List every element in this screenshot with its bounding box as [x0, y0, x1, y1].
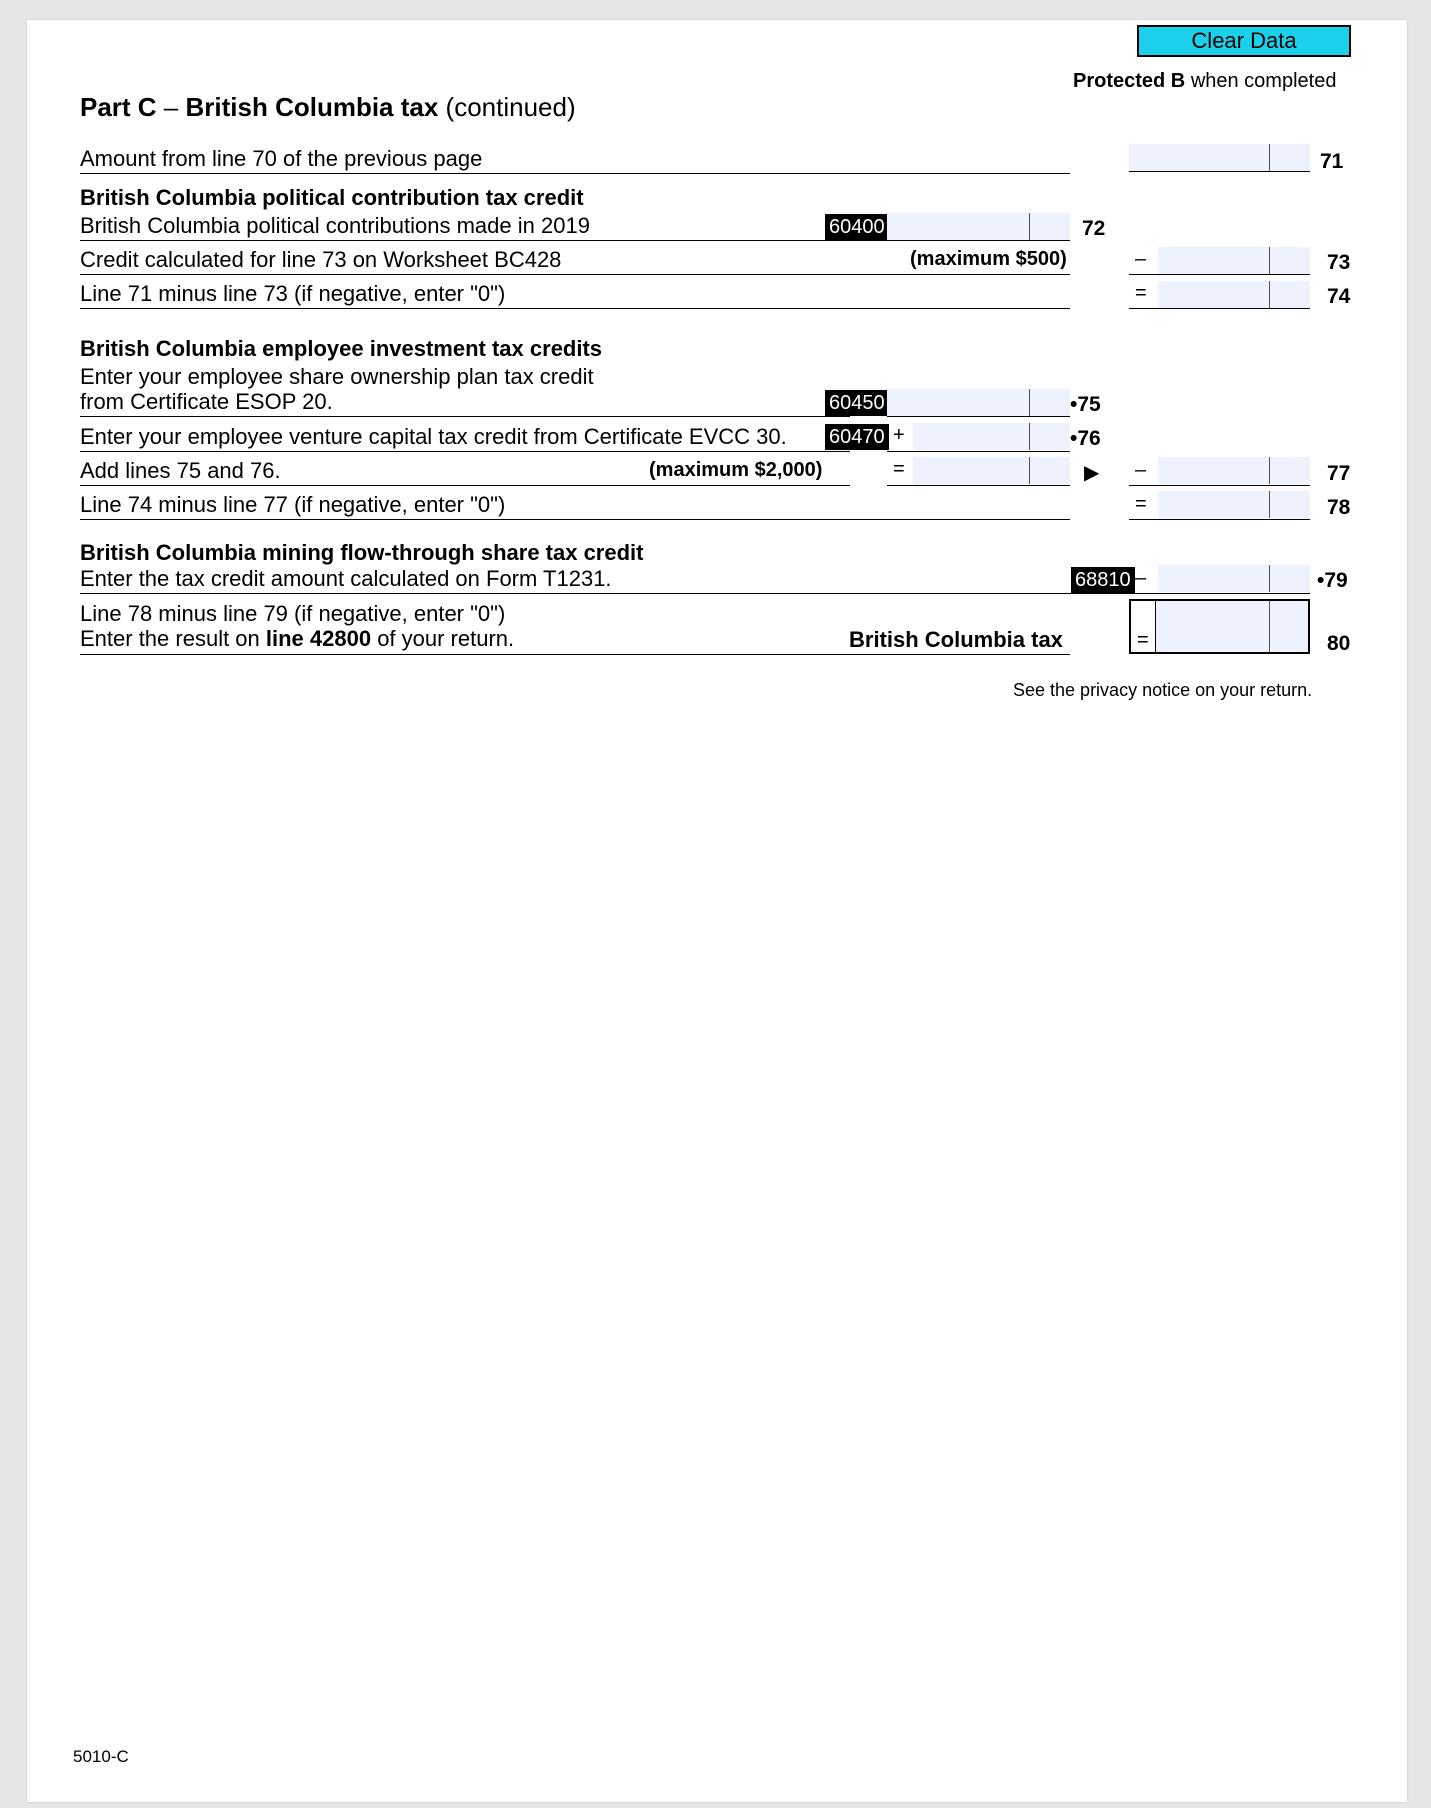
line-72-code: 60400 — [825, 214, 889, 240]
line-79-field[interactable] — [1158, 565, 1310, 592]
line-79-label: Enter the tax credit amount calculated on Form T1231. — [80, 566, 612, 591]
line-72-input[interactable] — [887, 213, 1070, 240]
title-continued: (continued) — [438, 92, 576, 122]
line-80-input[interactable] — [1157, 601, 1307, 652]
line-80-label-2-bold: line 42800 — [265, 626, 372, 651]
line-75-code: 60450 — [825, 390, 889, 416]
line-73-label: Credit calculated for line 73 on Worksheet BC428 — [80, 247, 562, 272]
line-number-76: •76 — [1070, 427, 1101, 450]
line-73-operator: – — [1135, 248, 1147, 270]
line-73-input[interactable] — [1158, 247, 1310, 274]
form-id: 5010-C — [73, 1747, 129, 1766]
line-78-operator: = — [1135, 493, 1147, 515]
investment-heading: British Columbia employee investment tax credits — [80, 336, 603, 361]
line-77-subtotal-input[interactable] — [913, 457, 1070, 484]
line-72-label: British Columbia political contributions made in 2019 — [80, 213, 590, 238]
line-77-equals: = — [893, 458, 905, 480]
line-80-label-1: Line 78 minus line 79 (if negative, enter "0") — [80, 601, 506, 626]
line-75-label-2: from Certificate ESOP 20. — [80, 389, 333, 414]
line-72-field[interactable] — [887, 213, 1070, 240]
line-77-max-note: (maximum $2,000) — [649, 459, 823, 481]
line-78-label: Line 74 minus line 77 (if negative, enter "0") — [80, 492, 506, 517]
line-77-input[interactable] — [1158, 457, 1310, 484]
line-number-79: •79 — [1317, 569, 1348, 592]
title-main: British Columbia tax — [185, 92, 439, 122]
form-page — [27, 20, 1407, 1802]
protected-b-rest: when completed — [1190, 70, 1337, 92]
line-73-max-note: (maximum $500) — [910, 248, 1067, 270]
line-77-label: Add lines 75 and 76. — [80, 458, 281, 483]
line-77-operator: – — [1135, 459, 1147, 481]
line-79-code: 68810 — [1071, 567, 1135, 593]
line-76-operator: + — [893, 424, 905, 446]
line-75-label-1: Enter your employee share ownership plan tax credit — [80, 364, 594, 389]
line-number-78: 78 — [1327, 496, 1351, 519]
line-79-input[interactable] — [1158, 565, 1310, 592]
bc-tax-result-label: British Columbia tax — [849, 627, 1063, 652]
line-number-71: 71 — [1320, 150, 1344, 173]
line-71-rule — [80, 173, 1070, 174]
line-74-input[interactable] — [1158, 281, 1310, 308]
line-77-field[interactable] — [1158, 457, 1310, 484]
line-80-operator: = — [1137, 629, 1149, 651]
line-76-label: Enter your employee venture capital tax credit from Certificate EVCC 30. — [80, 424, 787, 449]
line-80-label-2-post: of your return. — [371, 626, 515, 651]
line-74-label: Line 71 minus line 73 (if negative, enter "0") — [80, 281, 506, 306]
line-71-field[interactable] — [1129, 144, 1310, 171]
line-80-label-2-pre: Enter the result on — [80, 626, 266, 651]
line-79-operator: – — [1135, 567, 1147, 589]
arrow-right-icon: ▶ — [1084, 462, 1100, 484]
line-76-field[interactable] — [913, 423, 1070, 450]
line-80-field[interactable] — [1129, 599, 1310, 654]
line-number-75: •75 — [1070, 393, 1101, 416]
line-80-label-2 — [80, 626, 514, 652]
clear-data-button[interactable]: Clear Data — [1137, 25, 1351, 57]
line-75-field[interactable] — [887, 389, 1070, 416]
protected-b-notice — [1073, 70, 1336, 93]
line-74-operator: = — [1135, 282, 1147, 304]
line-77-subtotal-field[interactable] — [913, 457, 1070, 484]
protected-b-label: Protected B — [1073, 70, 1186, 92]
line-76-code: 60470 — [825, 424, 889, 450]
line-number-77: 77 — [1327, 462, 1351, 485]
mining-heading: British Columbia mining flow-through share tax credit — [80, 540, 644, 565]
title-part: Part C — [80, 92, 157, 122]
line-71-label: Amount from line 70 of the previous page — [80, 146, 483, 171]
line-75-input[interactable] — [887, 389, 1070, 416]
title-dash: – — [156, 92, 186, 122]
line-number-74: 74 — [1327, 285, 1351, 308]
line-78-input[interactable] — [1158, 491, 1310, 518]
line-71-input[interactable] — [1129, 144, 1310, 171]
line-76-input[interactable] — [913, 423, 1070, 450]
line-number-80: 80 — [1327, 632, 1351, 655]
line-78-field[interactable] — [1158, 491, 1310, 518]
line-73-field[interactable] — [1158, 247, 1310, 274]
political-heading: British Columbia political contribution tax credit — [80, 185, 584, 210]
page-title — [80, 92, 576, 123]
line-74-field[interactable] — [1158, 281, 1310, 308]
line-number-73: 73 — [1327, 251, 1351, 274]
line-number-72: 72 — [1082, 217, 1106, 240]
privacy-notice: See the privacy notice on your return. — [1013, 680, 1313, 700]
